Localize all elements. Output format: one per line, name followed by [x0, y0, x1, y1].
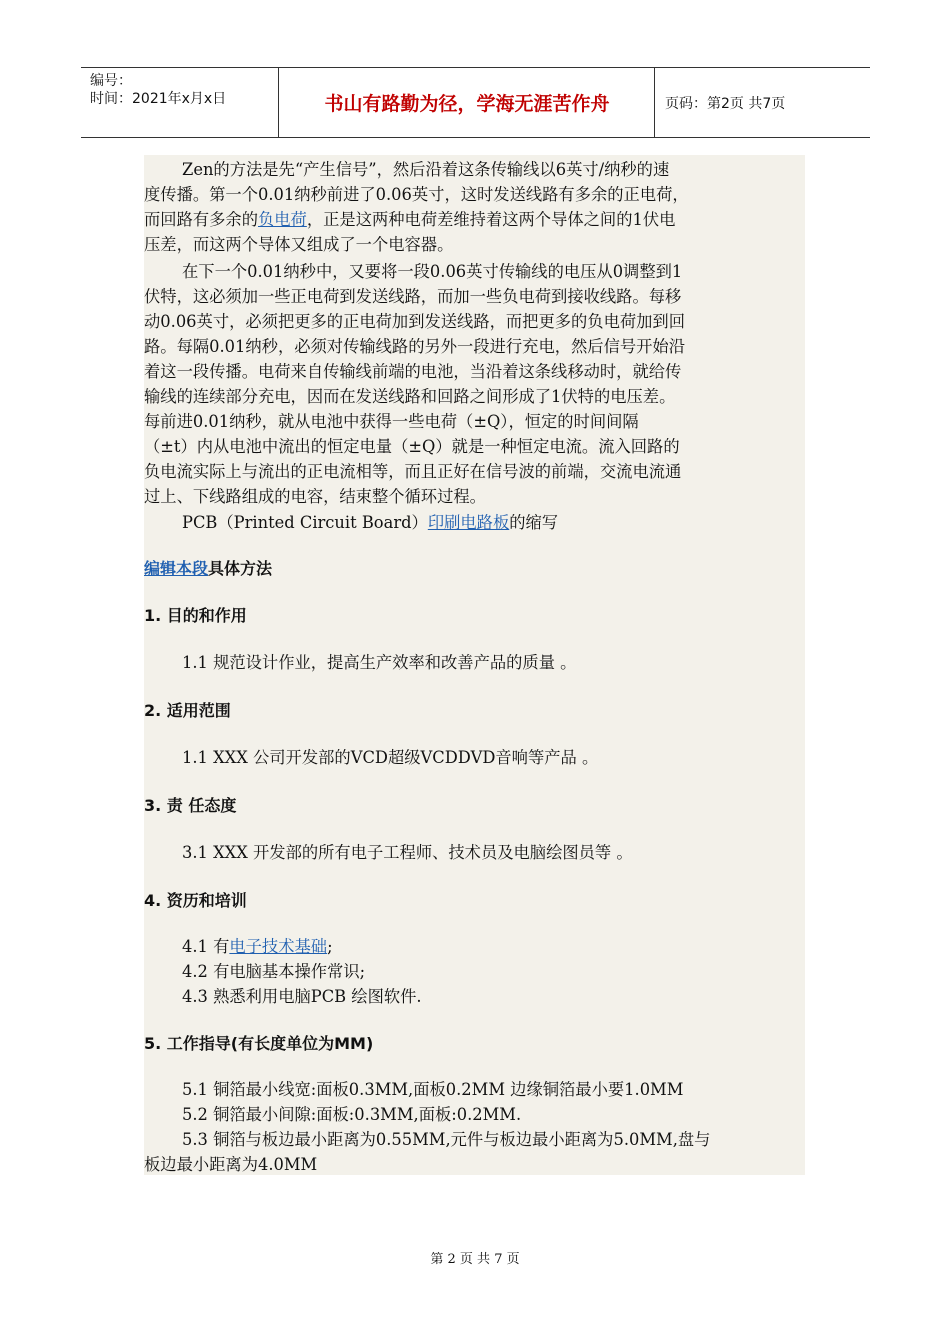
- p3-line: [144, 510, 805, 535]
- item-4-1: [144, 934, 805, 959]
- item-1-1: 1.1 规范设计作业，提高生产效率和改善产品的质量 。: [182, 653, 577, 672]
- item-5-3b: 板边最小距离为4.0MM: [144, 1155, 318, 1174]
- p1-text-2: ，正是这两种电荷差维持着这两个导体之间的1伏电: [306, 210, 676, 229]
- p1-line-3: [144, 207, 805, 232]
- pcb-link[interactable]: 印刷电路板: [427, 513, 510, 532]
- p2-line-10: 过上、下线路组成的电容，结束整个循环过程。: [144, 487, 486, 506]
- p2-line-6: 输线的连续部分充电，因而在发送线路和回路之间形成了1伏特的电压差。: [144, 387, 676, 406]
- p3-text-2: 的缩写: [509, 513, 559, 532]
- section-heading: [144, 556, 805, 581]
- heading-4: 4. 资历和培训: [144, 891, 247, 910]
- item-5-3a: 5.3 铜箔与板边最小距离为0.55MM,元件与板边最小距离为5.0MM,盘与: [182, 1130, 711, 1149]
- heading-3: 3. 责 任态度: [144, 796, 237, 815]
- item-5-2: 5.2 铜箔最小间隙:面板:0.3MM,面板:0.2MM.: [182, 1105, 522, 1124]
- negative-charge-link[interactable]: 负电荷: [257, 210, 307, 229]
- page-footer: 第 2 页 共 7 页: [430, 1252, 520, 1267]
- p1-text: 而回路有多余的: [144, 210, 258, 229]
- p2-line-9: 负电流实际上与流出的正电流相等，而且正好在信号波的前端，交流电流通: [144, 462, 682, 481]
- item-2-1: 1.1 XXX 公司开发部的VCD超级VCDDVD音响等产品 。: [182, 748, 599, 767]
- p2-line-1: 在下一个0.01纳秒中，又要将一段0.06英寸传输线的电压从0调整到1: [182, 262, 683, 281]
- electronics-basics-link[interactable]: 电子技术基础: [229, 937, 328, 956]
- heading-2: 2. 适用范围: [144, 701, 231, 720]
- p2-line-3: 动0.06英寸，必须把更多的正电荷加到发送线路，而把更多的负电荷加到回: [144, 312, 685, 331]
- p1-line-1: Zen的方法是先“产生信号”，然后沿着这条传输线以6英寸/纳秒的速: [182, 160, 670, 179]
- p2-line-8: （±t）内从电池中流出的恒定电量（±Q）就是一种恒定电流。流入回路的: [144, 437, 680, 456]
- page-header: [81, 67, 870, 138]
- date-label: 时间：2021年x月x日: [90, 91, 227, 107]
- heading-1: 1. 目的和作用: [144, 606, 247, 625]
- item-4-1-text: 4.1 有: [182, 937, 230, 956]
- header-meta: [81, 68, 279, 137]
- item-4-2: 4.2 有电脑基本操作常识;: [182, 962, 366, 981]
- number-label: 编号：: [90, 73, 132, 89]
- p3-text: PCB（Printed Circuit Board）: [182, 513, 428, 532]
- item-4-3: 4.3 熟悉利用电脑PCB 绘图软件.: [182, 987, 422, 1006]
- p2-line-7: 每前进0.01纳秒，就从电池中获得一些电荷（±Q），恒定的时间间隔: [144, 412, 639, 431]
- header-page-info: 页码：第2页 共7页: [665, 95, 786, 112]
- p2-line-2: 伏特，这必须加一些正电荷到发送线路，而加一些负电荷到接收线路。每移: [144, 287, 682, 306]
- section-title: 具体方法: [208, 559, 273, 578]
- p1-line-4: 压差，而这两个导体又组成了一个电容器。: [144, 235, 454, 254]
- heading-5: 5. 工作指导(有长度单位为MM): [144, 1034, 374, 1053]
- header-motto: 书山有路勤为径，学海无涯苦作舟: [280, 68, 655, 137]
- p2-line-4: 路。每隔0.01纳秒，必须对传输线路的另外一段进行充电，然后信号开始沿: [144, 337, 685, 356]
- p1-line-2: 度传播。第一个0.01纳秒前进了0.06英寸，这时发送线路有多余的正电荷，: [144, 185, 689, 204]
- edit-section-link[interactable]: 编辑本段: [144, 559, 209, 578]
- item-4-1-end: ;: [327, 937, 333, 956]
- item-3-1: 3.1 XXX 开发部的所有电子工程师、技术员及电脑绘图员等 。: [182, 843, 633, 862]
- item-5-1: 5.1 铜箔最小线宽:面板0.3MM,面板0.2MM 边缘铜箔最小要1.0MM: [182, 1080, 684, 1099]
- p2-line-5: 着这一段传播。电荷来自传输线前端的电池，当沿着这条线移动时，就给传: [144, 362, 682, 381]
